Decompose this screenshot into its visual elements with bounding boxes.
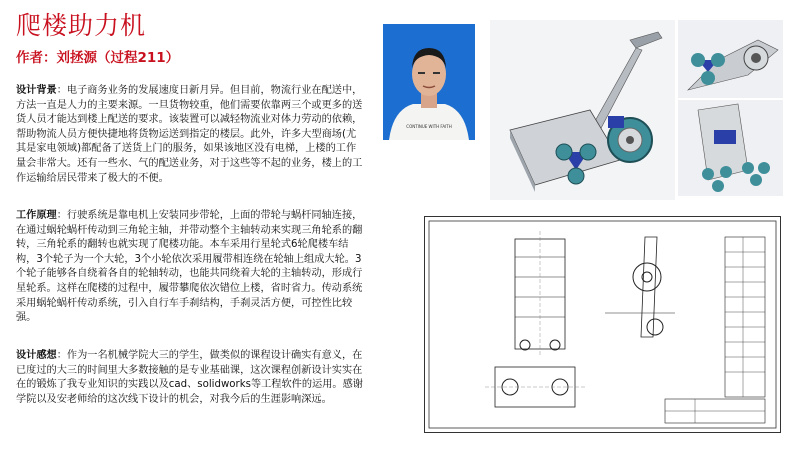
cart-3d-render xyxy=(490,20,675,200)
portrait-illustration xyxy=(383,24,475,140)
poster-title: 爬楼助力机 xyxy=(16,11,147,40)
section-label: 设计背景 xyxy=(16,85,57,96)
section-text: ：行驶系统是靠电机上安装同步带轮，上面的带轮与蜗杆同轴连接，在通过蜗轮蜗杆传动到三角轮主轴，并带动整个主轴转动来实现三角轮系的翻转，三角轮系的翻转也就实现了爬楼功能。本车采用行星轮式6轮爬楼车结构，3个轮子为一个大轮，3个小轮依次采用履带相连绕在轮轴上组成大轮。3个轮子能够各自绕着各自的轮轴转动，也能共同绕着大轮的主轴转动，形成行星轮系。这样在爬楼的过程中，履带攀爬依次错位上楼，省时省力。传动系统采用蜗轮蜗杆传动系统，引入自行车手刹结构，手刹灵活方便，可控性比较强。 xyxy=(16,210,363,324)
assembly-drawing-illustration xyxy=(425,217,780,432)
cart-render-illustration xyxy=(490,20,675,200)
section-label: 工作原理 xyxy=(16,210,57,221)
author-photo xyxy=(383,24,475,140)
shirt-print: CONTINUE WITH FAITH xyxy=(406,124,452,129)
section-label: 设计感想 xyxy=(16,350,57,361)
detail-illustration-2 xyxy=(678,100,783,196)
design-background-paragraph xyxy=(16,84,366,186)
design-reflection-paragraph xyxy=(16,349,366,407)
wheel-detail-render-1 xyxy=(678,20,783,98)
wheel-detail-render-2 xyxy=(678,100,783,196)
detail-illustration-1 xyxy=(678,20,783,98)
section-text: ：电子商务业务的发展速度日新月异。但目前，物流行业在配送中，方法一直是人力的主要来源。一旦货物较重，他们需要依靠两三个或更多的送货人员才能达到楼上配送的要求。该装置可以减轻物流业对体力劳动的依赖，帮助物流人员方便快捷地将货物运送到指定的楼层。此外，许多大型商场(尤其是家电领域)都配备了送货上门的服务，如果该地区没有电梯，上楼的工作量会非常大。还有一些水、气的配送业务，对于这些等不起的业务，楼上的工作运输给居民带来了极大的不便。 xyxy=(16,85,363,184)
section-text: ：作为一名机械学院大三的学生，做类似的课程设计确实有意义，在已度过的大三的时间里大多数接触的是专业基础课，这次课程创新设计实实在在的锻炼了我专业知识的实践以及cad、solidworks等工程软件的运用。感谢学院以及安老师给的这次线下设计的机会，对我今后的生涯影响深远。 xyxy=(16,350,363,405)
engineering-drawing xyxy=(424,216,781,433)
author-line: 作者：刘拯源（过程211） xyxy=(16,50,180,66)
working-principle-paragraph xyxy=(16,209,366,326)
